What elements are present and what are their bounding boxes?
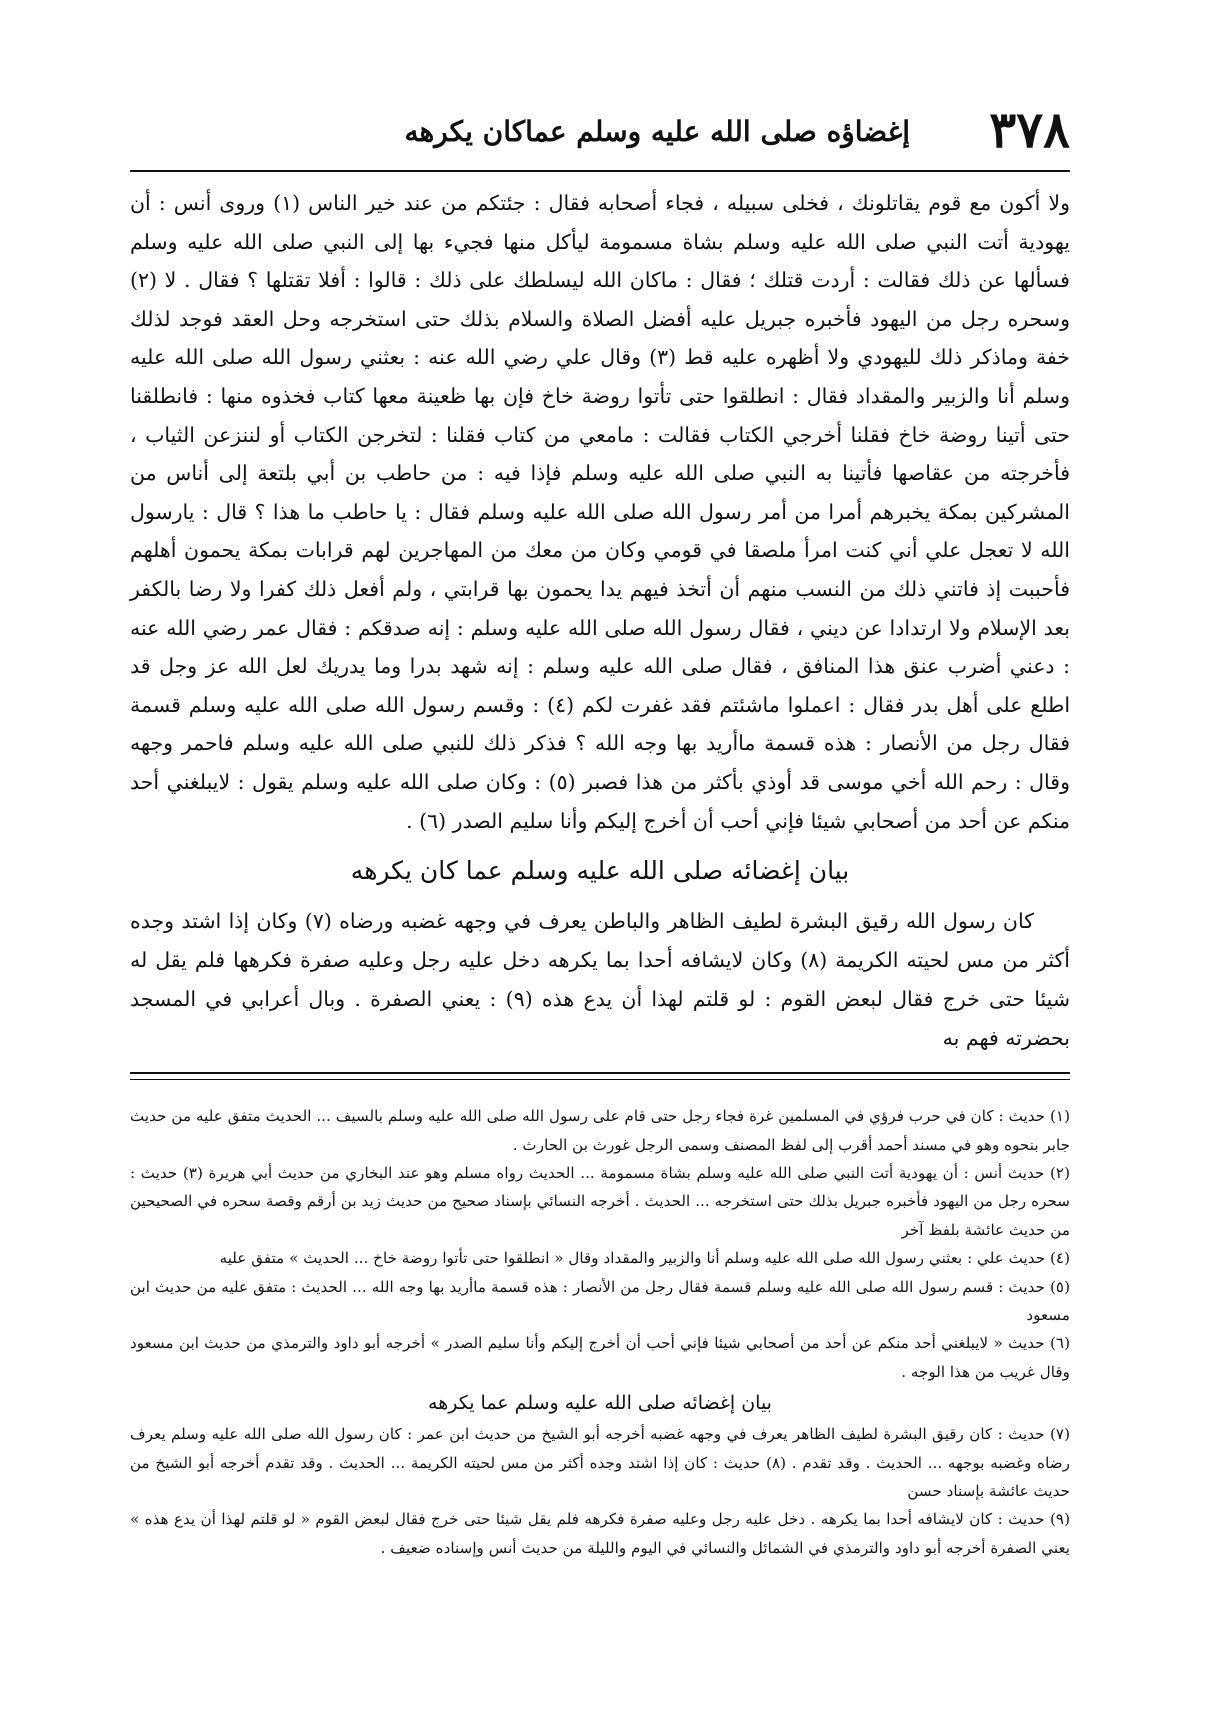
footnote-4: (٤) حديث علي : بعثني رسول الله صلى الله عليه وسلم أنا والزبير والمقداد وقال « انطلقوا حتى تأتوا روضة خاخ ... الحديث » متفق عليه (219, 1249, 1070, 1268)
footnote-1: (١) حديث : كان في حرب فرؤي في المسلمين غرة فجاء رجل حتى قام على رسول الله صلى الله عليه وسلم بالسيف ... الحديث متفق عليه من حديث جابر بنحوه وهو في مسند أحمد أقرب إلى لفظ المصنف وسمى الرجل غورث بن الحارث . (130, 1107, 1070, 1154)
footnote-6: (٦) حديث « لايبلغني أحد منكم عن أحد من أصحابي شيئا فإني أحب أن أخرج إليكم وأنا سليم الصدر » أخرجه أبو داود والترمذي من حديث ابن مسعود وقال غريب من هذا الوجه . (130, 1334, 1070, 1381)
main-paragraph: ولا أكون مع قوم يقاتلونك ، فخلى سبيله ، فجاء أصحابه فقال : جئتكم من عند خير الناس (١) وروى أنس : أن يهودية أتت النبي صلى الله عليه وسلم بشاة مسمومة ليأكل منها فجيء بها إلى النبي صلى الله عليه وسلم فسألها عن ذلك فقالت : أردت قتلك ؛ فقال : ماكان الله ليسلطك على ذلك : قالوا : أفلا تقتلها ؟ فقال . لا (٢) وسحره رجل من اليهود فأخبره جبريل عليه أفضل الصلاة والسلام بذلك حتى استخرجه وحل العقد فوجد لذلك خفة وماذكر ذلك لليهودي ولا أظهره عليه قط (٣) وقال علي رضي الله عنه : بعثني رسول الله صلى الله عليه وسلم أنا والزبير والمقداد فقال : انطلقوا حتى تأتوا روضة خاخ فإن بها ظعينة معها كتاب فخذوه منها : فانطلقنا حتى أتينا روضة خاخ فقلنا أخرجي الكتاب فقالت : مامعي من كتاب فقلنا : لتخرجن الكتاب أو لننزعن الثياب ، فأخرجته من عقاصها فأتينا به النبي صلى الله عليه وسلم فإذا فيه : من حاطب بن أبي بلتعة إلى أناس من المشركين بمكة يخبرهم أمرا من أمر رسول الله صلى الله عليه وسلم فقال : يا حاطب ما هذا ؟ قال : يارسول الله لا تعجل علي أني كنت امرأ ملصقا في قومي وكان من معك من المهاجرين لهم قرابات بمكة يحمون أهلهم فأحببت إذ فاتني ذلك من النسب منهم أن أتخذ فيهم يدا يحمون بها قرابتي ، ولم أفعل ذلك كفرا ولا رضا بالكفر بعد الإسلام ولا ارتدادا عن ديني ، فقال رسول الله صلى الله عليه وسلم : إنه صدقكم : فقال عمر رضي الله عنه : دعني أضرب عنق هذا المنافق ، فقال صلى الله عليه وسلم : إنه شهد بدرا وما يدريك لعل الله عز وجل قد اطلع على أهل بدر فقال : اعملوا ماشئتم فقد غفرت لكم (٤) : وقسم رسول الله صلى الله عليه وسلم قسمة فقال رجل من الأنصار : هذه قسمة ماأريد بها وجه الله ؟ فذكر ذلك للنبي صلى الله عليه وسلم فاحمر وجهه وقال : رحم الله أخي موسى قد أوذي بأكثر من هذا فصبر (٥) : وكان صلى الله عليه وسلم يقول : لايبلغني أحد منكم عن أحد من أصحابي شيئا فإني أحب أن أخرج إليكم وأنا سليم الصدر (٦) . (130, 191, 1071, 833)
section-heading: بيان إغضائه صلى الله عليه وسلم عما كان يكرهه (350, 856, 850, 886)
page-number: ٣٧٨ (989, 100, 1070, 159)
page-header (130, 95, 1070, 172)
book-page (130, 95, 1070, 1675)
footnote-5: (٥) حديث : قسم رسول الله صلى الله عليه وسلم قسمة فقال رجل من الأنصار : هذه قسمة ماأريد بها وجه الله ... الحديث : متفق عليه من حديث ابن مسعود (130, 1277, 1070, 1324)
running-title: إغضاؤه صلى الله عليه وسلم عماكان يكرهه (404, 115, 910, 148)
footnote-7-8: (٧) حديث : كان رقيق البشرة لطيف الظاهر يعرف في وجهه غضبه أخرجه أبو الشيخ من حديث ابن عمر : كان رسول الله صلى الله عليه وسلم يعرف رضاه وغضبه بوجهه ... الحديث . وقد تقدم . (٨) حديث : كان إذا اشتد وجده أكثر من مس لحيته الكريمة ... الحديث . وقد تقدم أخرجه أبو الشيخ من حديث عائشة بإسناد حسن (130, 1425, 1070, 1500)
section-paragraph: كان رسول الله رقيق البشرة لطيف الظاهر والباطن يعرف في وجهه غضبه ورضاه (٧) وكان إذا اشتد وجده أكثر من مس لحيته الكريمة (٨) وكان لايشافه أحدا بما يكرهه دخل عليه رجل وعليه صفرة فكرهها فلم يقل له شيئا حتى خرج فقال لبعض القوم : لو قلتم لهذا أن يدع هذه (٩) : يعني الصفرة . وبال أعرابي في المسجد بحضرته فهم به (130, 909, 1071, 1051)
footnotes-block (130, 1102, 1070, 1562)
main-text-block (130, 184, 1070, 840)
section-text-block (130, 902, 1070, 1058)
footnote-2-3: (٢) حديث أنس : أن يهودية أتت النبي صلى الله عليه وسلم بشاة مسمومة ... الحديث رواه مسلم وهو عند البخاري من حديث أبي هريرة (٣) حديث : سحره رجل من اليهود فأخبره جبريل بذلك حتى استخرجه ... الحديث . أخرجه النسائي بإسناد صحيح من حديث زيد بن أرقم وقصة سحره في الصحيحين من حديث عائشة بلفظ آخر (130, 1163, 1070, 1239)
footnote-separator (130, 1072, 1070, 1080)
footnote-9: (٩) حديث : كان لايشافه أحدا بما يكرهه . دخل عليه رجل وعليه صفرة فكرهه فلم يقل شيئا حتى خرج فقال لبعض القوم « لو قلتم لهذا أن يدع هذه » يعني الصفرة أخرجه أبو داود والترمذي في الشمائل والنسائي في اليوم والليلة من حديث أنس وإسناده ضعيف . (130, 1510, 1070, 1557)
footnote-section-heading: بيان إغضائه صلى الله عليه وسلم عما يكرهه (428, 1392, 772, 1415)
